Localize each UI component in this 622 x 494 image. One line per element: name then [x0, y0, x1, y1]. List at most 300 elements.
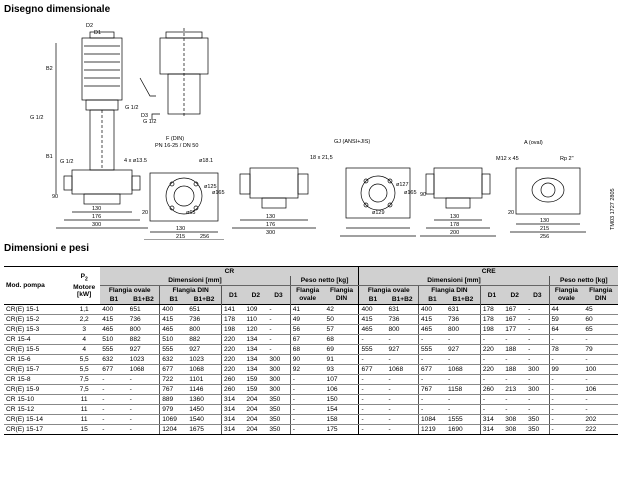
table-cell: - — [100, 425, 127, 435]
table-cell: 736 — [446, 315, 480, 325]
table-cell: 510 — [160, 335, 187, 345]
table-cell: 677 — [100, 365, 127, 375]
table-row — [4, 305, 618, 315]
table-cell: 800 — [128, 325, 160, 335]
table-cell: 5,5 — [68, 355, 100, 365]
label-d165: ø165 — [212, 190, 225, 196]
header-w-din-cre — [583, 286, 618, 305]
w-din-cre-2: DIN — [594, 295, 607, 302]
header-w-din-cr — [325, 286, 359, 305]
table-cell: - — [359, 335, 386, 345]
table-cell: 300 — [526, 365, 549, 375]
table-cell: - — [549, 405, 583, 415]
label-d129: ø129 — [372, 210, 385, 216]
label-d2: D2 — [86, 23, 94, 29]
table-cell: 11 — [68, 415, 100, 425]
table-cell: - — [128, 415, 160, 425]
table-cell: - — [480, 355, 503, 365]
table-cell: 465 — [359, 325, 386, 335]
table-cell: - — [503, 355, 526, 365]
table-cell: 415 — [359, 315, 386, 325]
table-cell: 49 — [290, 315, 324, 325]
table-cell: 69 — [325, 345, 359, 355]
label-d127: ø127 — [396, 182, 409, 188]
table-cell: 7,5 — [68, 375, 100, 385]
table-title: Dimensioni e pesi — [4, 243, 90, 254]
table-cell: 220 — [222, 355, 245, 365]
table-cell: 882 — [187, 335, 221, 345]
table-cell: 350 — [267, 405, 290, 415]
table-cell: 308 — [503, 415, 526, 425]
label-g12-b: G 1/2 — [125, 105, 139, 111]
table-cell: 1069 — [160, 415, 187, 425]
table-header-group-row — [4, 267, 618, 277]
table-cell: - — [359, 355, 386, 365]
table-cell: 3 — [68, 325, 100, 335]
table-cell: 44 — [549, 305, 583, 315]
table-cell: 400 — [100, 305, 127, 315]
table-cell: 300 — [267, 375, 290, 385]
table-cell: - — [386, 405, 418, 415]
table-cell: 150 — [325, 395, 359, 405]
table-cell: 204 — [244, 405, 267, 415]
table-cell: 889 — [160, 395, 187, 405]
table-cell: 632 — [100, 355, 127, 365]
table-cell: 4 — [68, 345, 100, 355]
table-cell: 99 — [549, 365, 583, 375]
table-cell: 314 — [480, 415, 503, 425]
cell-model: CR(E) 15-14 — [4, 415, 68, 425]
table-cell: - — [446, 375, 480, 385]
table-cell: - — [359, 375, 386, 385]
table-cell: - — [386, 335, 418, 345]
table-cell: 213 — [503, 385, 526, 395]
table-cell: - — [128, 395, 160, 405]
table-cell: 220 — [222, 335, 245, 345]
table-cell: 7,5 — [68, 385, 100, 395]
header-flangia-ovale-cr: Flangia ovale — [100, 286, 160, 296]
table-cell: - — [446, 355, 480, 365]
table-cell: 220 — [222, 345, 245, 355]
dimensions-table-wrap — [4, 266, 618, 435]
header-b1-b: B1 — [160, 295, 187, 305]
table-cell: 927 — [386, 345, 418, 355]
col-p2 — [68, 267, 100, 305]
table-cell: 651 — [187, 305, 221, 315]
col-p2-b: Motore — [73, 283, 96, 291]
table-cell: 415 — [160, 315, 187, 325]
table-cell: - — [446, 395, 480, 405]
table-cell: 1068 — [446, 365, 480, 375]
table-cell: 736 — [386, 315, 418, 325]
table-cell: 350 — [267, 415, 290, 425]
table-cell: - — [290, 385, 324, 395]
table-cell: 57 — [325, 325, 359, 335]
table-cell: - — [549, 395, 583, 405]
label-200-d: 200 — [450, 230, 460, 236]
header-b1-c: B1 — [359, 295, 386, 305]
table-cell: - — [549, 415, 583, 425]
table-row — [4, 375, 618, 385]
table-cell: 555 — [160, 345, 187, 355]
table-cell: 175 — [325, 425, 359, 435]
table-cell: - — [526, 355, 549, 365]
table-cell: 56 — [290, 325, 324, 335]
header-weight-cre: Peso netto [kg] — [549, 276, 618, 286]
flange-din-circle — [166, 178, 202, 214]
table-cell: - — [526, 335, 549, 345]
label-fdin-1: F (DIN) — [166, 136, 185, 142]
table-cell: 927 — [128, 345, 160, 355]
table-cell: 631 — [446, 305, 480, 315]
table-cell: 1084 — [419, 415, 446, 425]
table-cell: 202 — [583, 415, 618, 425]
table-cell: 198 — [222, 325, 245, 335]
table-cell: 91 — [325, 355, 359, 365]
w-ovale-cre-2: ovale — [557, 295, 575, 302]
table-cell: - — [446, 405, 480, 415]
table-cell: - — [480, 335, 503, 345]
table-cell: 159 — [244, 375, 267, 385]
table-cell: 204 — [244, 415, 267, 425]
table-cell: 1450 — [187, 405, 221, 415]
header-d2-cre: D2 — [503, 286, 526, 305]
table-row — [4, 395, 618, 405]
cell-model: CR 15-12 — [4, 405, 68, 415]
table-cell: 1360 — [187, 395, 221, 405]
dimensions-table — [4, 266, 618, 435]
table-cell: - — [503, 375, 526, 385]
table-cell: - — [526, 305, 549, 315]
flange-oval-body — [516, 168, 580, 214]
table-cell: 350 — [526, 425, 549, 435]
table-cell: - — [290, 425, 324, 435]
table-cell: - — [419, 395, 446, 405]
table-cell: 465 — [419, 325, 446, 335]
table-cell: - — [100, 405, 127, 415]
label-20-a: 20 — [142, 210, 149, 216]
table-cell: 93 — [325, 365, 359, 375]
table-cell: 1555 — [446, 415, 480, 425]
cell-model: CR(E) 15-3 — [4, 325, 68, 335]
table-cell: - — [128, 425, 160, 435]
table-row — [4, 415, 618, 425]
table-cell: 5,5 — [68, 365, 100, 375]
table-cell: 159 — [244, 385, 267, 395]
table-cell: 415 — [419, 315, 446, 325]
table-cell: 1023 — [187, 355, 221, 365]
table-cell: - — [359, 425, 386, 435]
label-256-e: 256 — [540, 234, 550, 240]
table-cell: - — [359, 385, 386, 395]
table-cell: 1204 — [160, 425, 187, 435]
table-cell: 4 — [68, 335, 100, 345]
label-gj: GJ (ANSI+JIS) — [334, 139, 371, 145]
header-d2-cr: D2 — [244, 286, 267, 305]
cell-model: CR 15-6 — [4, 355, 68, 365]
table-cell: 800 — [386, 325, 418, 335]
dimensional-drawing — [0, 18, 622, 240]
table-cell: - — [267, 345, 290, 355]
table-cell: - — [100, 395, 127, 405]
table-cell: 41 — [290, 305, 324, 315]
table-cell: 510 — [100, 335, 127, 345]
table-row — [4, 315, 618, 325]
table-cell: 134 — [244, 345, 267, 355]
table-cell: - — [386, 425, 418, 435]
header-b1b2-c: B1+B2 — [386, 295, 418, 305]
table-cell: - — [359, 395, 386, 405]
table-cell: 1,1 — [68, 305, 100, 315]
label-d125: ø125 — [204, 184, 217, 190]
table-cell: 722 — [160, 375, 187, 385]
label-130-c: 130 — [266, 214, 276, 220]
table-cell: 92 — [290, 365, 324, 375]
table-cell: 300 — [267, 355, 290, 365]
table-cell: 134 — [244, 335, 267, 345]
table-cell: - — [419, 375, 446, 385]
table-cell: 300 — [526, 385, 549, 395]
table-cell: 78 — [549, 345, 583, 355]
table-row — [4, 345, 618, 355]
table-cell: 64 — [549, 325, 583, 335]
table-cell: - — [267, 315, 290, 325]
label-g12-a: G 1/2 — [30, 115, 44, 121]
table-cell: 178 — [222, 315, 245, 325]
pump-base-1 — [72, 170, 132, 194]
cell-model: CR 15-10 — [4, 395, 68, 405]
table-cell: 651 — [128, 305, 160, 315]
table-cell: 188 — [503, 365, 526, 375]
table-cell: 632 — [160, 355, 187, 365]
table-cell: 1101 — [187, 375, 221, 385]
cell-model: CR 15-8 — [4, 375, 68, 385]
table-cell: 677 — [359, 365, 386, 375]
table-cell: 677 — [160, 365, 187, 375]
table-cell: 555 — [359, 345, 386, 355]
w-din-1: Flangia — [329, 287, 354, 294]
table-cell: 106 — [325, 385, 359, 395]
header-flangia-ovale-cre: Flangia ovale — [359, 286, 419, 296]
table-cell: 465 — [160, 325, 187, 335]
table-cell: 927 — [446, 345, 480, 355]
table-cell: - — [526, 405, 549, 415]
table-cell: 42 — [325, 305, 359, 315]
w-din-cre-1: Flangia — [589, 287, 613, 294]
table-cell: 141 — [222, 305, 245, 315]
table-cell: 1675 — [187, 425, 221, 435]
table-cell: 736 — [128, 315, 160, 325]
table-cell: 555 — [419, 345, 446, 355]
w-ovale-cre-1: Flangia — [554, 287, 578, 294]
w-ovale-1: Flangia — [296, 287, 320, 294]
table-cell: 45 — [583, 305, 618, 315]
table-cell: 465 — [100, 325, 127, 335]
table-cell: - — [267, 325, 290, 335]
table-cell: - — [526, 395, 549, 405]
label-m12x45: M12 x 45 — [496, 156, 519, 162]
header-b1b2-d: B1+B2 — [446, 295, 480, 305]
label-holes: 4 x ø13.5 — [124, 158, 147, 164]
w-ovale-2: ovale — [299, 295, 317, 302]
table-cell: 1540 — [187, 415, 221, 425]
table-cell: 677 — [419, 365, 446, 375]
table-row — [4, 425, 618, 435]
header-d3-cre: D3 — [526, 286, 549, 305]
label-18x215: 18 x 21,5 — [310, 155, 333, 161]
label-300-a: 300 — [92, 222, 102, 228]
table-cell: 800 — [446, 325, 480, 335]
cell-model: CR 15-4 — [4, 335, 68, 345]
dimensional-drawing-svg — [0, 18, 622, 240]
table-cell: - — [386, 375, 418, 385]
col-model: Mod. pompa — [4, 267, 68, 305]
header-b1-d: B1 — [419, 295, 446, 305]
table-cell: - — [290, 415, 324, 425]
header-weight-cr: Peso netto [kg] — [290, 276, 359, 286]
table-cell: 11 — [68, 395, 100, 405]
label-215-b: 215 — [176, 234, 186, 240]
table-cell: 314 — [222, 415, 245, 425]
table-row — [4, 325, 618, 335]
table-cell: - — [503, 405, 526, 415]
table-cell: - — [290, 405, 324, 415]
table-cell: - — [526, 315, 549, 325]
table-cell: - — [446, 335, 480, 345]
cell-model: CR(E) 15-7 — [4, 365, 68, 375]
table-cell: 631 — [386, 305, 418, 315]
table-cell: - — [419, 405, 446, 415]
table-cell: - — [549, 385, 583, 395]
header-dims-cre: Dimensioni [mm] — [359, 276, 549, 286]
label-90-b: 90 — [420, 192, 427, 198]
table-cell: - — [480, 395, 503, 405]
table-cell: 260 — [222, 375, 245, 385]
table-cell: 65 — [583, 325, 618, 335]
table-cell: - — [480, 375, 503, 385]
table-cell: 90 — [290, 355, 324, 365]
table-cell: 68 — [290, 345, 324, 355]
cell-model: CR(E) 15-5 — [4, 345, 68, 355]
header-d3-cr: D3 — [267, 286, 290, 305]
table-cell: - — [549, 355, 583, 365]
table-cell: 50 — [325, 315, 359, 325]
label-fdin-2: PN 16-25 / DN 50 — [155, 143, 199, 149]
table-cell: 260 — [222, 385, 245, 395]
table-cell: 1068 — [187, 365, 221, 375]
w-din-2: DIN — [335, 295, 348, 302]
table-cell: - — [549, 335, 583, 345]
table-cell: 1158 — [446, 385, 480, 395]
group-cr: CR — [100, 267, 359, 277]
table-row — [4, 385, 618, 395]
table-cell: - — [386, 415, 418, 425]
table-cell: 120 — [244, 325, 267, 335]
label-20-b: 20 — [508, 210, 515, 216]
col-p2-a: P — [80, 273, 85, 281]
table-cell: - — [526, 345, 549, 355]
table-cell: - — [267, 305, 290, 315]
table-cell: 260 — [480, 385, 503, 395]
table-cell: 178 — [480, 305, 503, 315]
table-cell: 100 — [583, 365, 618, 375]
label-aoval: A (oval) — [524, 140, 543, 146]
table-row — [4, 335, 618, 345]
label-130-a: 130 — [92, 206, 102, 212]
table-cell: 220 — [480, 345, 503, 355]
label-176-c: 176 — [266, 222, 276, 228]
table-cell: 1068 — [128, 365, 160, 375]
table-cell: 178 — [480, 315, 503, 325]
coupling-1 — [86, 100, 118, 110]
table-cell: 350 — [267, 425, 290, 435]
header-d1-cr: D1 — [222, 286, 245, 305]
table-cell: - — [100, 415, 127, 425]
table-cell: 158 — [325, 415, 359, 425]
table-cell: 1146 — [187, 385, 221, 395]
table-cell: 59 — [549, 315, 583, 325]
table-cell: 1023 — [128, 355, 160, 365]
table-cell: 167 — [503, 305, 526, 315]
header-b1b2-b: B1+B2 — [187, 295, 221, 305]
table-cell: 767 — [419, 385, 446, 395]
table-cell: 68 — [325, 335, 359, 345]
label-b1: B1 — [46, 154, 53, 160]
table-cell: 314 — [480, 425, 503, 435]
table-cell: - — [290, 395, 324, 405]
table-cell: 350 — [267, 395, 290, 405]
table-cell: 107 — [325, 375, 359, 385]
table-cell: 204 — [244, 395, 267, 405]
table-cell: 1219 — [419, 425, 446, 435]
table-cell: 1690 — [446, 425, 480, 435]
table-cell: - — [549, 375, 583, 385]
header-w-ovale-cr — [290, 286, 324, 305]
motor-body-1 — [82, 38, 122, 100]
label-d65: ø65 — [186, 210, 196, 216]
table-cell: - — [386, 385, 418, 395]
label-b2: B2 — [46, 66, 53, 72]
table-cell: 109 — [244, 305, 267, 315]
label-256-b: 256 — [200, 234, 210, 240]
header-flangia-din-cr: Flangia DIN — [160, 286, 222, 296]
table-cell: - — [386, 395, 418, 405]
cell-model: CR(E) 15-1 — [4, 305, 68, 315]
table-cell: - — [128, 375, 160, 385]
table-cell: - — [480, 405, 503, 415]
label-d181: ø18.1 — [199, 158, 214, 164]
table-cell: 300 — [267, 385, 290, 395]
table-cell: 11 — [68, 405, 100, 415]
table-cell: 222 — [583, 425, 618, 435]
table-cell: 67 — [290, 335, 324, 345]
label-300-c: 300 — [266, 230, 276, 236]
label-d3: D3 — [141, 113, 149, 119]
table-cell: 350 — [526, 415, 549, 425]
table-cell: - — [359, 415, 386, 425]
table-cell: - — [583, 395, 618, 405]
table-cell: - — [290, 375, 324, 385]
table-row — [4, 355, 618, 365]
table-cell: 106 — [583, 385, 618, 395]
table-cell: 979 — [160, 405, 187, 415]
table-cell: - — [419, 335, 446, 345]
table-cell: - — [583, 335, 618, 345]
table-cell: - — [583, 405, 618, 415]
label-90-a: 90 — [52, 194, 59, 200]
label-176-a: 176 — [92, 214, 102, 220]
label-130-d: 130 — [450, 214, 460, 220]
